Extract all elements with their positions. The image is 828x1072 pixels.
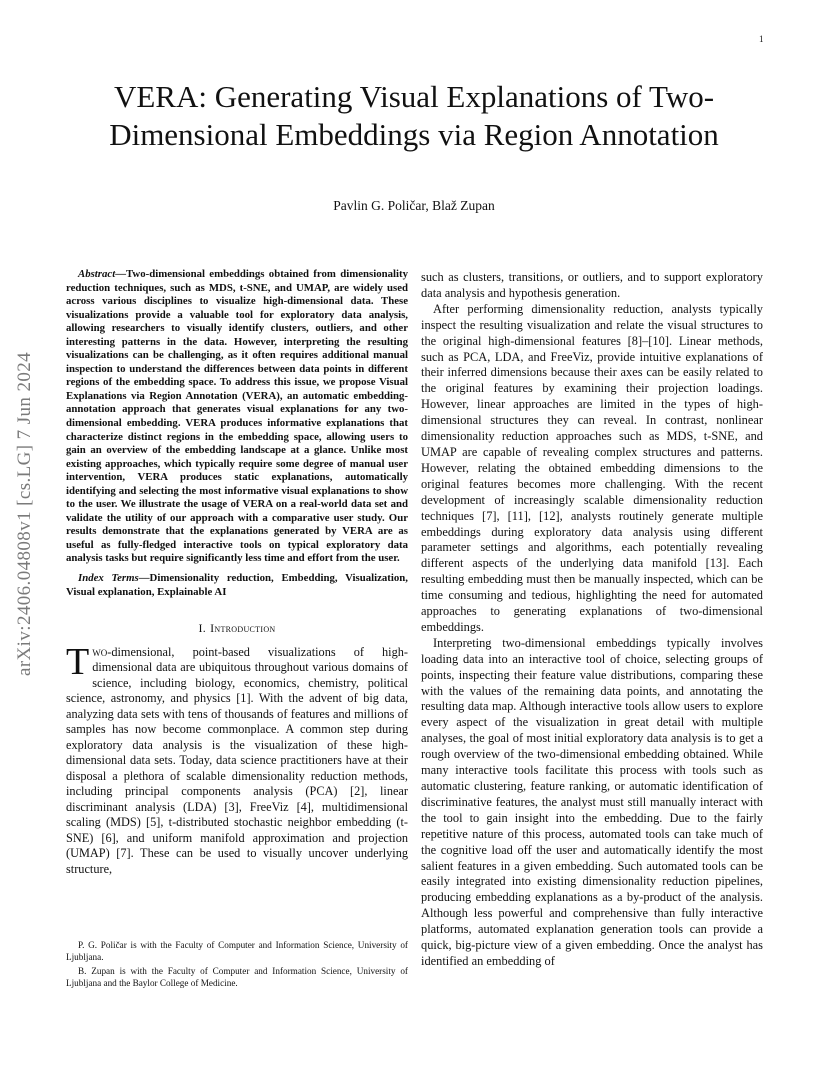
body-paragraph: Interpreting two-dimensional embeddings typically involves loading data into an interactive tool of choice, selecting groups of points, inspecting their feature value distributions, comparing these with the values of the remaining data points, and annotating the resulting data map. Although interactive tools allow users to explore every aspect of the visualization in great detail with multiple analyses, the goal of most initial exploratory data analysis is to get a rough overview of the two-dimensional embedding obtained. While many interactive tools facilitate this process with tools such as automatic clustering, feature ranking, or automatic identification of discriminative features, the analyst must still manually interact with the tool to gain insight into the embedding. Due to the fairly repetitive nature of this process, automated tools can take much of the cognitive load off the user and automatically identify the most salient features in a given embedding. Such automated tools can be easily integrated into existing dimensionality reduction pipelines, producing embedding explanations as a by-product of the analysis. Although less powerful and comprehensive than fully interactive platforms, automated explanation generation tools can provide a quick, big-picture view of a given embedding. Once the analyst has identified an embedding of: [421, 635, 763, 968]
section-number: I.: [198, 621, 207, 636]
section-title: Introduction: [210, 621, 276, 636]
footnote: B. Zupan is with the Faculty of Computer and Information Science, University of Ljubljana and the Baylor College of Medicine.: [66, 966, 408, 988]
abstract-label: Abstract: [78, 268, 116, 280]
footnotes: [66, 939, 408, 991]
index-terms: [66, 572, 408, 599]
footnote: P. G. Poličar is with the Faculty of Computer and Information Science, University of Ljubljana.: [66, 940, 408, 962]
drop-cap: T: [66, 640, 90, 683]
index-terms-text: —Dimensionality reduction, Embedding, Visualization, Visual explanation, Explainable AI: [66, 572, 408, 598]
drop-cap-rest: wo: [92, 644, 108, 659]
intro-paragraph-1: [66, 640, 408, 878]
section-heading-introduction: [66, 621, 408, 637]
paper-authors: Pavlin G. Poličar, Blaž Zupan: [333, 198, 495, 213]
page-number: 1: [759, 34, 764, 44]
arxiv-identifier-stamp: arXiv:2406.04808v1 [cs.LG] 7 Jun 2024: [14, 351, 35, 676]
left-column: [66, 268, 408, 877]
paper-title: VERA: Generating Visual Explanations of Two-Dimensional Embeddings via Region Annotation: [109, 79, 719, 152]
body-paragraph: After performing dimensionality reduction, analysts typically inspect the resulting visualization and relate the visual structures to the original high-dimensional features [8]–[10]. Linear methods, such as PCA, LDA, and FreeViz, provide intuitive explanations of their inferred dimensions because their axes can be easily related to the original features by examining their projection loadings. However, linear approaches are limited in the types of high-dimensional structures they can reveal. In contrast, nonlinear dimensionality reduction approaches such as MDS, t-SNE, and UMAP are capable of revealing complex structures and patterns. However, relating the obtained embedding dimensions to the original features becomes more challenging. With the recent development of increasingly scalable dimensionality reduction techniques [7], [11], [12], analysts routinely generate multiple embeddings during exploratory data analysis using different parameter settings and algorithms, each potentially revealing different aspects of the underlying data manifold [13]. Each resulting embedding must then be manually inspected, which can be time consuming and tedious, highlighting the need for automated approaches to generating explanations of two-dimensional embeddings.: [421, 301, 763, 634]
abstract: [66, 268, 408, 566]
intro-paragraph-1-text: -dimensional, point-based visualizations of high-dimensional data are ubiquitous throughout various domains of science, including biology, economics, chemistry, political science, astronomy, and physics [1]. With the advent of big data, analyzing data sets with tens of thousands of features and millions of samples has now become commonplace. A common step during exploratory data analysis is the visualization of these high-dimensional data sets. Today, data science practitioners have at their disposal a plethora of scalable dimensionality reduction methods, including principal components analysis (PCA) [2], linear discriminant analysis (LDA) [3], FreeViz [4], multidimensional scaling (MDS) [5], t-distributed stochastic neighbor embedding (t-SNE) [6], and uniform manifold approximation and projection (UMAP) [7]. These can be used to visually uncover underlying structure,: [66, 644, 408, 876]
index-terms-label: Index Terms: [78, 572, 139, 585]
right-column: [421, 270, 763, 970]
body-paragraph: such as clusters, transitions, or outliers, and to support exploratory data analysis and hypothesis generation.: [421, 270, 763, 300]
abstract-text: —Two-dimensional embeddings obtained from dimensionality reduction techniques, such as MDS, t-SNE, and UMAP, are widely used across various disciplines to visualize high-dimensional data. These visualizations provide a valuable tool for exploratory data analysis, allowing researchers to visually identify clusters, outliers, and other interesting patterns in the data. However, interpreting the resulting visualizations can be challenging, as it often requires additional manual inspection to understand the differences between data points in different regions of the embedding space. To address this issue, we propose Visual Explanations via Region Annotation (VERA), an automatic embedding-annotation approach that generates visual explanations for any two-dimensional embedding. VERA produces informative explanations that characterize distinct regions in the embedding space, allowing users to gain an overview of the embedding landscape at a glance. Unlike most existing approaches, which typically require some degree of manual user intervention, VERA produces static explanations, automatically identifying and selecting the most informative visual explanations to show to the user. We illustrate the usage of VERA on a real-world data set and validate the utility of our approach with a comparative user study. Our results demonstrate that the explanations generated by VERA are as useful as fully-fledged interactive tools on typical exploratory data analysis tasks but require significantly less time and effort from the user.: [66, 268, 408, 565]
